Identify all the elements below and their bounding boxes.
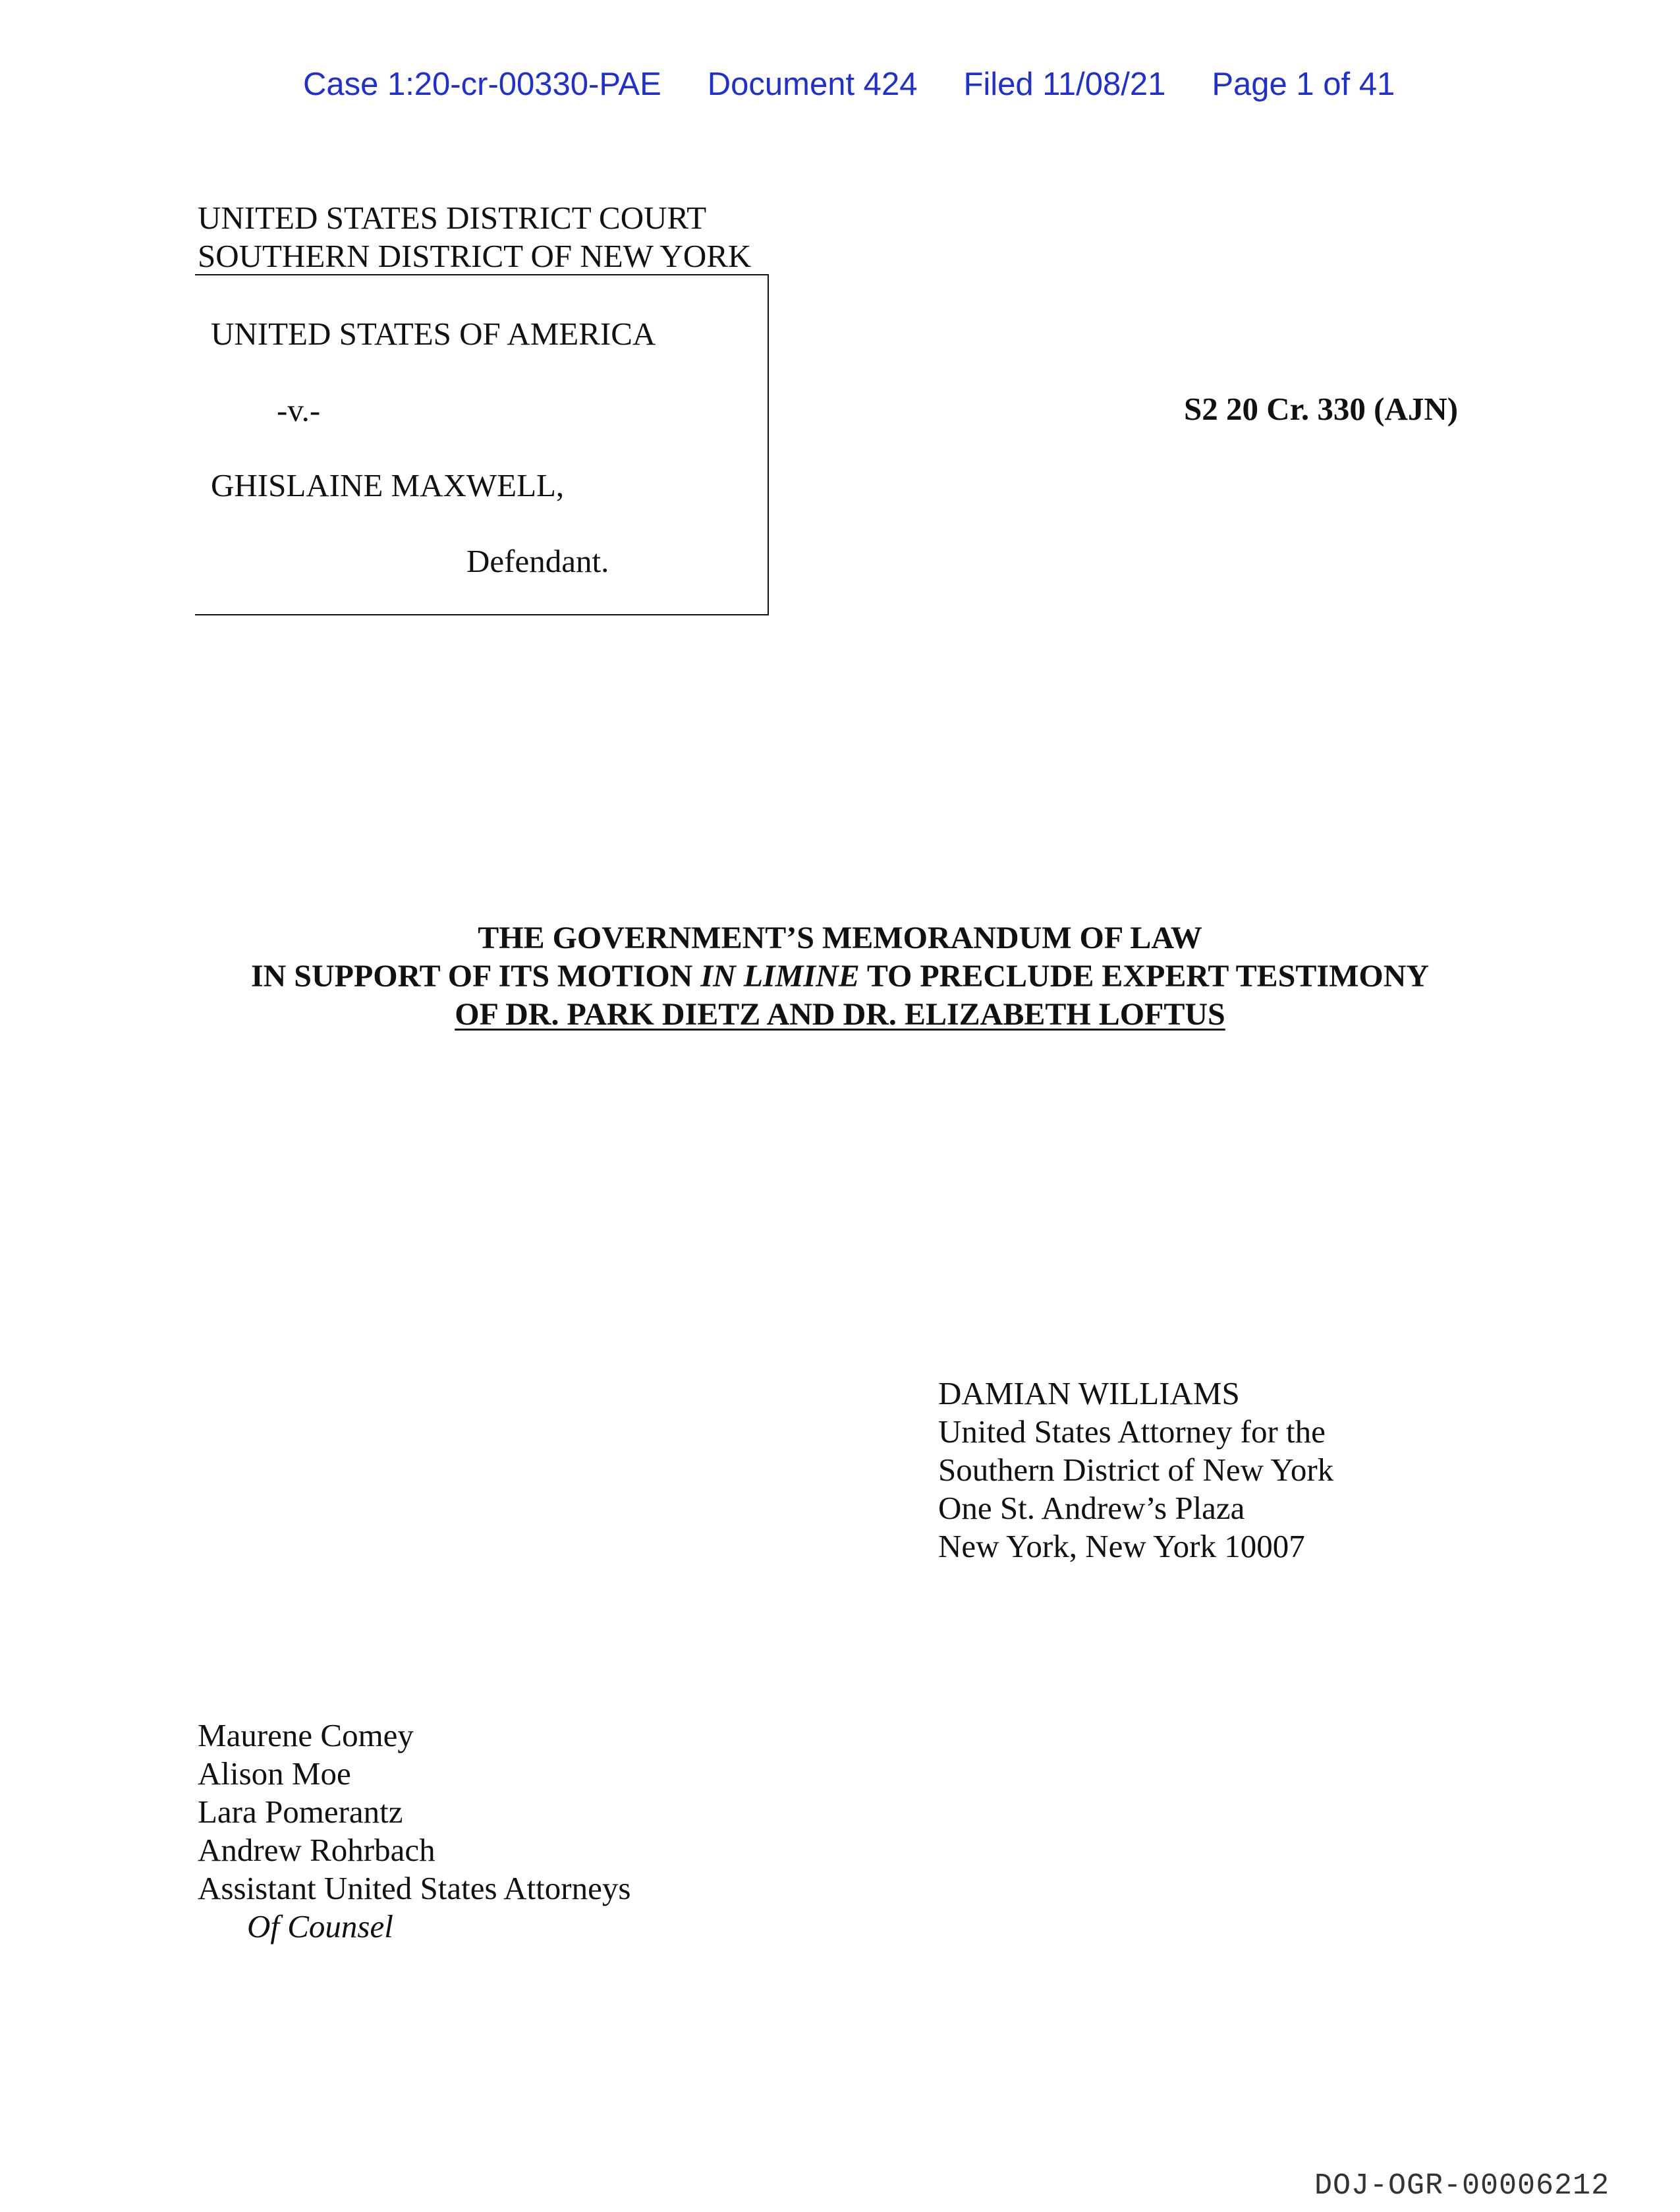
title-line-1: THE GOVERNMENT’S MEMORANDUM OF LAW — [478, 921, 1202, 955]
counsel-name: Alison Moe — [198, 1755, 351, 1792]
bates-number: DOJ-OGR-00006212 — [1314, 2169, 1610, 2203]
caption-plaintiff: UNITED STATES OF AMERICA — [211, 316, 656, 352]
court-name — [198, 199, 751, 275]
attorney-title: United States Attorney for the — [938, 1413, 1326, 1450]
title-in-limine: IN LIMINE — [700, 959, 860, 994]
ecf-document-number: Document 424 — [707, 67, 918, 102]
of-counsel-label: Of Counsel — [247, 1908, 393, 1944]
counsel-name: Maurene Comey — [198, 1717, 414, 1753]
counsel-name: Andrew Rohrbach — [198, 1832, 435, 1868]
court-line-1: UNITED STATES DISTRICT COURT — [198, 200, 707, 236]
counsel-block — [198, 1716, 630, 1946]
caption-versus: -v.- — [277, 392, 321, 428]
ecf-filing-header — [0, 29, 1680, 103]
counsel-role: Assistant United States Attorneys — [198, 1870, 631, 1906]
ecf-case-number: Case 1:20-cr-00330-PAE — [302, 67, 661, 102]
attorney-name: DAMIAN WILLIAMS — [938, 1375, 1240, 1411]
case-caption-box — [195, 274, 769, 615]
document-title — [0, 919, 1680, 1034]
ecf-filed-date: Filed 11/08/21 — [963, 67, 1166, 102]
ecf-page-number: Page 1 of 41 — [1212, 67, 1395, 102]
case-number: S2 20 Cr. 330 (AJN) — [1184, 391, 1459, 427]
caption-defendant-label: Defendant. — [466, 543, 609, 579]
counsel-name: Lara Pomerantz — [198, 1794, 403, 1830]
us-attorney-block — [938, 1375, 1333, 1566]
caption-defendant-name: GHISLAINE MAXWELL, — [211, 467, 565, 503]
attorney-address-1: One St. Andrew’s Plaza — [938, 1490, 1245, 1526]
attorney-address-2: New York, New York 10007 — [938, 1528, 1305, 1564]
court-line-2: SOUTHERN DISTRICT OF NEW YORK — [198, 238, 752, 274]
title-line-2: IN SUPPORT OF ITS MOTION IN LIMINE TO PRECLUDE EXPERT TESTIMONY — [250, 959, 1430, 994]
title-line-3: OF DR. PARK DIETZ AND DR. ELIZABETH LOFTUS — [455, 997, 1225, 1032]
attorney-district: Southern District of New York — [938, 1452, 1334, 1488]
